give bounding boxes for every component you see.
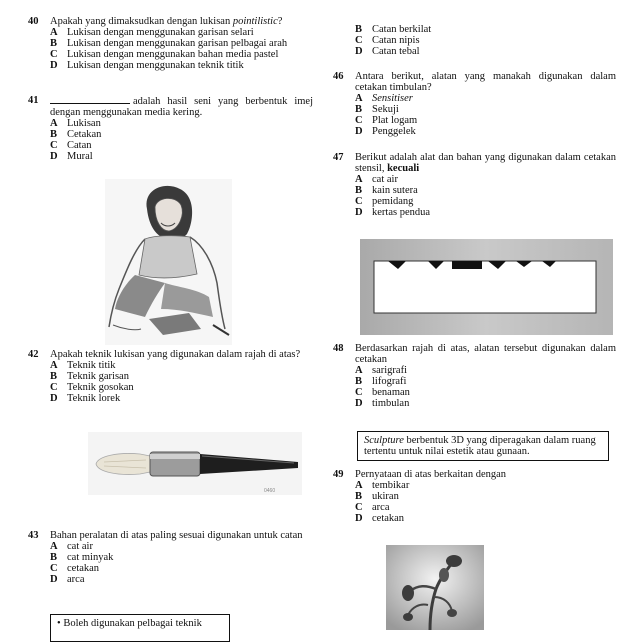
option-text: Teknik gosokan xyxy=(67,382,134,393)
option-letter: B xyxy=(50,371,58,382)
answer-option xyxy=(333,480,616,491)
answer-option xyxy=(28,382,313,393)
answer-option xyxy=(333,365,616,376)
question-text: Antara berikut, alatan yang manakah digunakan dalam cetakan timbulan? xyxy=(355,71,616,93)
option-letter: A xyxy=(50,541,58,552)
answer-option xyxy=(28,27,313,38)
option-text: cetakan xyxy=(372,513,405,524)
option-letter: A xyxy=(50,360,58,371)
question-number: 46 xyxy=(333,71,344,82)
option-text: Mural xyxy=(67,151,93,162)
option-letter: A xyxy=(50,118,58,129)
option-text: Plat logam xyxy=(372,115,418,126)
answer-option xyxy=(333,398,616,409)
question-45-continued xyxy=(333,24,616,57)
answer-option xyxy=(333,376,616,387)
question-47 xyxy=(333,152,616,218)
question-text: Berdasarkan rajah di atas, alatan tersebut digunakan dalam cetakan xyxy=(355,343,616,365)
option-text: arca xyxy=(67,574,85,585)
option-letter: A xyxy=(355,93,363,104)
option-text: Penggelek xyxy=(372,126,416,137)
option-letter: D xyxy=(355,513,363,524)
option-text: Catan nipis xyxy=(372,35,420,46)
option-text: lifografi xyxy=(372,376,407,387)
question-text: Apakah teknik lukisan yang digunakan dalam rajah di atas? xyxy=(50,349,301,360)
answer-option xyxy=(333,491,616,502)
answer-option xyxy=(333,126,616,137)
option-text: ukiran xyxy=(372,491,399,502)
question-number: 40 xyxy=(28,16,39,27)
statement-term: Sculpture xyxy=(364,435,404,446)
option-letter: D xyxy=(50,574,58,585)
option-letter: C xyxy=(355,115,363,126)
question-text: Berikut adalah alat dan bahan yang digunakan dalam cetakan stensil, kecuali xyxy=(355,152,616,174)
answer-option xyxy=(333,174,616,185)
question-text: Bahan peralatan di atas paling sesuai digunakan untuk catan xyxy=(50,530,303,541)
option-text: sarigrafi xyxy=(372,365,407,376)
statement-text: berbentuk 3D yang diperagakan dalam ruang tertentu untuk nilai estetik atau gunaan. xyxy=(364,435,596,457)
answer-option xyxy=(28,38,313,49)
option-letter: A xyxy=(50,27,58,38)
question-41 xyxy=(28,95,313,162)
option-text: Sensitiser xyxy=(372,93,413,104)
option-text: Lukisan dengan menggunakan bahan media pastel xyxy=(67,49,279,60)
answer-option xyxy=(333,196,616,207)
answer-option xyxy=(28,151,313,162)
question-40 xyxy=(28,16,313,71)
question-number: 41 xyxy=(28,95,39,106)
squeegee-figure xyxy=(360,239,613,335)
answer-option xyxy=(333,502,616,513)
option-letter: C xyxy=(50,140,58,151)
option-letter: C xyxy=(50,382,58,393)
option-text: cat air xyxy=(372,174,398,185)
option-text: Lukisan dengan menggunakan teknik titik xyxy=(67,60,244,71)
option-text: Lukisan dengan menggunakan garisan pelbagai arah xyxy=(67,38,288,49)
answer-option xyxy=(28,371,313,382)
question-text: adalah hasil seni yang berbentuk imej dengan menggunakan media kering. xyxy=(50,96,313,118)
question-number: 49 xyxy=(333,469,344,480)
question-text: Apakah yang dimaksudkan dengan lukisan pointilistic? xyxy=(50,16,283,27)
question-49 xyxy=(333,469,616,524)
option-text: Lukisan xyxy=(67,118,101,129)
question-text: Pernyataan di atas berkaitan dengan xyxy=(355,469,507,480)
statement-box xyxy=(357,431,609,461)
option-text: Teknik titik xyxy=(67,360,116,371)
answer-option xyxy=(28,574,313,585)
option-letter: D xyxy=(50,393,58,404)
option-text: tembikar xyxy=(372,480,410,491)
answer-option xyxy=(333,35,616,46)
option-text: Teknik lorek xyxy=(67,393,121,404)
question-number: 48 xyxy=(333,343,344,354)
answer-option xyxy=(333,46,616,57)
option-letter: D xyxy=(50,60,58,71)
statement-box xyxy=(50,614,230,642)
answer-option xyxy=(28,140,313,151)
option-letter: A xyxy=(355,480,363,491)
answer-option xyxy=(333,93,616,104)
option-letter: D xyxy=(355,46,363,57)
option-text: Teknik garisan xyxy=(67,371,129,382)
option-letter: B xyxy=(355,185,363,196)
option-letter: C xyxy=(50,563,58,574)
option-text: arca xyxy=(372,502,390,513)
answer-option xyxy=(333,387,616,398)
option-text: benaman xyxy=(372,387,410,398)
question-number: 42 xyxy=(28,349,39,360)
option-text: Catan tebal xyxy=(372,46,420,57)
answer-option xyxy=(28,541,313,552)
answer-option xyxy=(333,104,616,115)
statement-text: Boleh digunakan pelbagai teknik xyxy=(63,618,202,629)
answer-option xyxy=(333,115,616,126)
paintbrush-figure xyxy=(88,432,302,495)
option-text: pemidang xyxy=(372,196,414,207)
option-letter: B xyxy=(355,491,363,502)
question-number: 43 xyxy=(28,530,39,541)
answer-blank xyxy=(50,95,130,104)
option-letter: B xyxy=(50,552,58,563)
option-letter: B xyxy=(355,104,363,115)
answer-option xyxy=(28,118,313,129)
answer-option xyxy=(333,207,616,218)
option-text: Lukisan dengan menggunakan garisan selari xyxy=(67,27,254,38)
answer-option xyxy=(28,60,313,71)
option-letter: A xyxy=(355,365,363,376)
option-text: kain sutera xyxy=(372,185,418,196)
option-text: Sekuji xyxy=(372,104,399,115)
option-letter: D xyxy=(355,126,363,137)
option-text: Catan xyxy=(67,140,92,151)
bullet: • xyxy=(57,618,61,629)
question-43 xyxy=(28,530,313,585)
answer-option xyxy=(333,185,616,196)
option-letter: C xyxy=(355,502,363,513)
pencil-sketch-figure xyxy=(105,179,232,345)
option-text: cat air xyxy=(67,541,93,552)
option-letter: C xyxy=(355,387,363,398)
question-48 xyxy=(333,343,616,409)
question-42 xyxy=(28,349,313,404)
sculpture-figure xyxy=(386,545,484,630)
brush-label: 0460 xyxy=(264,488,276,494)
answer-option xyxy=(28,129,313,140)
option-letter: B xyxy=(355,24,363,35)
option-letter: C xyxy=(355,196,363,207)
question-46 xyxy=(333,71,616,137)
option-text: kertas pendua xyxy=(372,207,431,218)
option-letter: A xyxy=(355,174,363,185)
option-letter: B xyxy=(50,129,58,140)
question-number: 47 xyxy=(333,152,344,163)
answer-option xyxy=(28,393,313,404)
answer-option xyxy=(28,360,313,371)
option-letter: C xyxy=(355,35,363,46)
option-letter: C xyxy=(50,49,58,60)
answer-option xyxy=(28,552,313,563)
option-letter: D xyxy=(50,151,58,162)
answer-option xyxy=(333,513,616,524)
option-letter: B xyxy=(50,38,58,49)
option-text: timbulan xyxy=(372,398,410,409)
option-text: cat minyak xyxy=(67,552,114,563)
option-text: cetakan xyxy=(67,563,100,574)
answer-option xyxy=(28,563,313,574)
answer-option xyxy=(28,49,313,60)
option-letter: D xyxy=(355,207,363,218)
option-letter: B xyxy=(355,376,363,387)
option-text: Catan berkilat xyxy=(372,24,432,35)
option-text: Cetakan xyxy=(67,129,102,140)
option-letter: D xyxy=(355,398,363,409)
answer-option xyxy=(333,24,616,35)
